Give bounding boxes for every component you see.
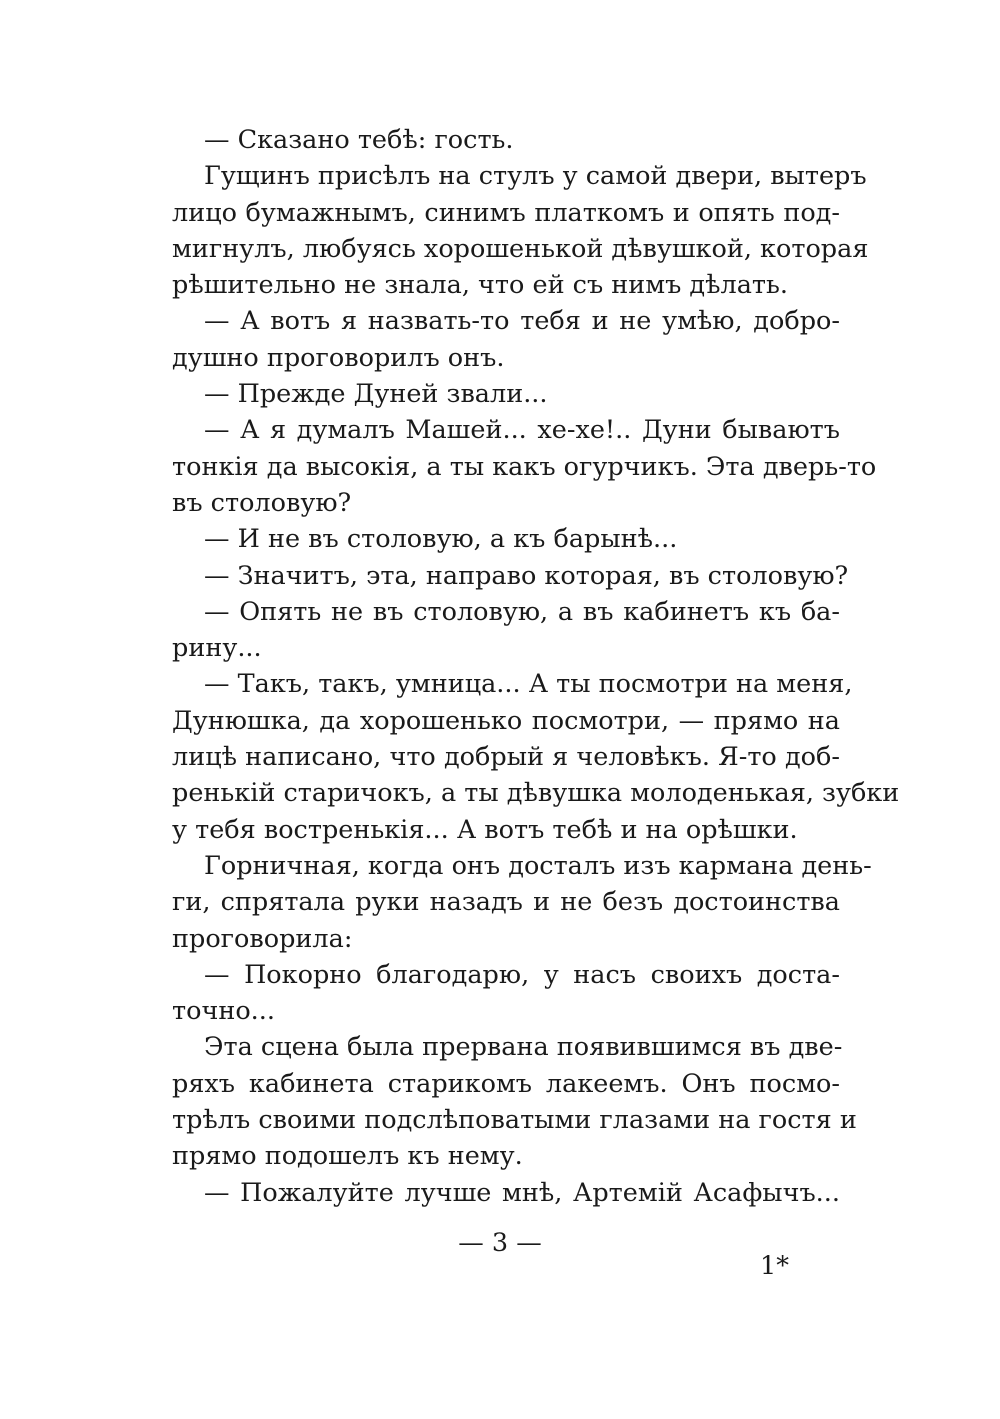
text-line: — Сказано тебѣ: гость. — [204, 125, 514, 155]
text-line: Эта сцена была прервана появившимся въ две- — [204, 1032, 843, 1063]
text-line: лицѣ написано, что добрый я человѣкъ. Я-то доб- — [172, 742, 840, 773]
text-line: лицо бумажнымъ, синимъ платкомъ и опять под- — [172, 197, 840, 228]
text-line: — Прежде Дуней звали... — [204, 379, 548, 410]
text-line: — Такъ, такъ, умница... А ты посмотри на меня, — [204, 669, 853, 700]
text-line: Горничная, когда онъ досталъ изъ кармана день- — [204, 850, 872, 881]
text-line: рину... — [172, 633, 262, 664]
text-line: — И не въ столовую, а къ барынѣ... — [204, 524, 678, 555]
text-line: — А я думалъ Машей... хе-хе!.. Дуни бываютъ — [204, 415, 840, 446]
text-line: ренькій старичокъ, а ты дѣвушка молоденькая, зубки — [172, 778, 900, 809]
text-line: у тебя востренькія... А вотъ тебѣ и на орѣшки. — [172, 814, 798, 845]
text-line: — Пожалуйте лучше мнѣ, Артемій Асафычъ... — [204, 1177, 840, 1208]
signature-mark: 1* — [760, 1251, 789, 1281]
text-line: Дунюшка, да хорошенько посмотри, — прямо на — [172, 705, 840, 736]
text-line: — Покорно благодарю, у насъ своихъ доста- — [204, 959, 840, 990]
text-line: тонкія да высокія, а ты какъ огурчикъ. Эта дверь-то — [172, 451, 877, 482]
text-line: Гущинъ присѣлъ на стулъ у самой двери, вытеръ — [204, 161, 867, 192]
page-text — [172, 122, 900, 1211]
text-line: точно... — [172, 996, 275, 1027]
page-number: — 3 — — [458, 1228, 542, 1258]
text-line: ряхъ кабинета старикомъ лакеемъ. Онъ посмо- — [172, 1068, 840, 1099]
text-line: — Опять не въ столовую, а въ кабинетъ къ ба- — [204, 596, 840, 627]
text-line: — Значитъ, эта, направо которая, въ столовую? — [204, 560, 849, 591]
text-line: трѣлъ своими подслѣповатыми глазами на гостя и — [172, 1105, 857, 1136]
text-line: — А вотъ я назвать-то тебя и не умѣю, добро- — [204, 306, 840, 337]
text-line: въ столовую? — [172, 487, 352, 518]
text-line: мигнулъ, любуясь хорошенькой дѣвушкой, которая — [172, 233, 869, 264]
text-line: душно проговорилъ онъ. — [172, 342, 505, 373]
text-line: рѣшительно не знала, что ей съ нимъ дѣлать. — [172, 270, 789, 301]
text-line: прямо подошелъ къ нему. — [172, 1141, 523, 1172]
text-line: ги, спрятала руки назадъ и не безъ достоинства — [172, 887, 840, 918]
text-line: проговорила: — [172, 923, 353, 954]
